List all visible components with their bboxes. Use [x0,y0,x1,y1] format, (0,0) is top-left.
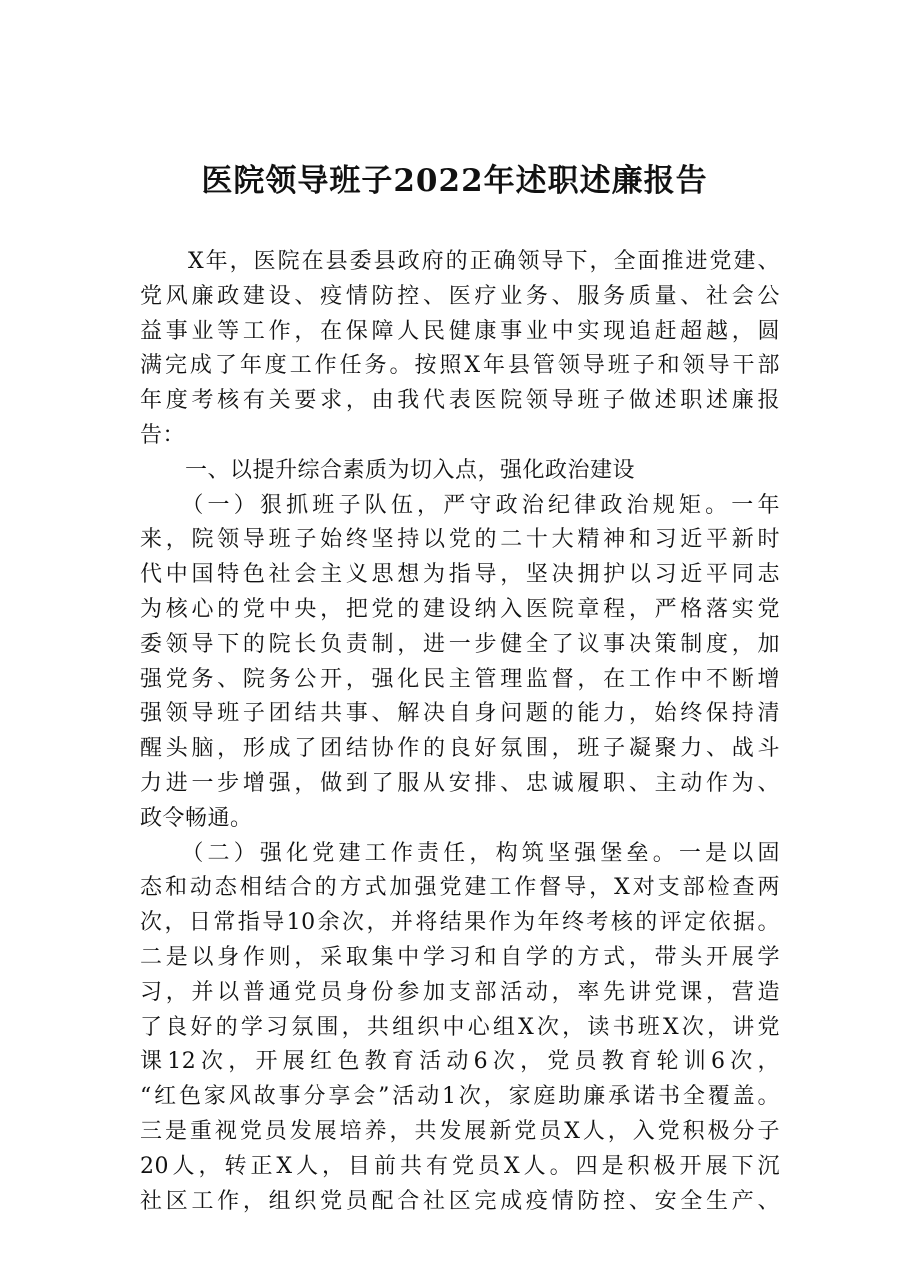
body-line: 二是以身作则，采取集中学习和自学的方式，带头开展学 [140,944,780,970]
body-line: 告： [140,422,186,448]
body-line: 了良好的学习氛围，共组织中心组X次，读书班X次，讲党 [140,1014,780,1040]
body-line: 习，并以普通党员身份参加支部活动，率先讲党课，营造 [140,979,780,1005]
body-line: 社区工作，组织党员配合社区完成疫情防控、安全生产、 [140,1188,780,1214]
body-line: 20人，转正X人，目前共有党员X人。四是积极开展下沉 [140,1153,780,1179]
body-line: 强领导班子团结共事、解决自身问题的能力，始终保持清 [140,701,780,727]
body-line: 醒头脑，形成了团结协作的良好氛围，班子凝聚力、战斗 [140,736,780,762]
body-line: 满完成了年度工作任务。按照X年县管领导班子和领导干部 [140,353,780,379]
body-line: 强党务、院务公开，强化民主管理监督，在工作中不断增 [140,666,780,692]
body-line: 党风廉政建设、疫情防控、医疗业务、服务质量、社会公 [140,283,780,309]
body-line: 为核心的党中央，把党的建设纳入医院章程，严格落实党 [140,596,780,622]
body-line: 代中国特色社会主义思想为指导，坚决拥护以习近平同志 [140,562,780,588]
document-title: 医院领导班子2022年述职述廉报告 [201,163,708,199]
body-line: 年度考核有关要求，由我代表医院领导班子做述职述廉报 [140,388,780,414]
body-line: 三是重视党员发展培养，共发展新党员X人，入党积极分子 [140,1118,780,1144]
body-line: X年，医院在县委县政府的正确领导下，全面推进党建、 [140,249,780,274]
body-line: （二）强化党建工作责任，构筑坚强堡垒。一是以固 [140,840,780,866]
body-line: 次，日常指导10余次，并将结果作为年终考核的评定依据。 [140,910,780,936]
body-line: （一）狠抓班子队伍，严守政治纪律政治规矩。一年 [140,492,780,518]
body-line: “红色家风故事分享会”活动1次，家庭助廉承诺书全覆盖。 [140,1084,780,1110]
body-line: 来，院领导班子始终坚持以党的二十大精神和习近平新时 [140,527,780,553]
document-body [140,245,780,1219]
body-line: 委领导下的院长负责制，进一步健全了议事决策制度，加 [140,631,780,657]
body-line: 一、以提升综合素质为切入点，强化政治建设 [140,457,636,483]
body-line: 政令畅通。 [140,805,253,831]
body-line: 益事业等工作，在保障人民健康事业中实现追赶超越，圆 [140,318,780,344]
body-line: 课12次，开展红色教育活动6次，党员教育轮训6次， [140,1049,780,1075]
body-line: 力进一步增强，做到了服从安排、忠诚履职、主动作为、 [140,770,780,796]
body-line: 态和动态相结合的方式加强党建工作督导，X对支部检查两 [140,875,780,901]
